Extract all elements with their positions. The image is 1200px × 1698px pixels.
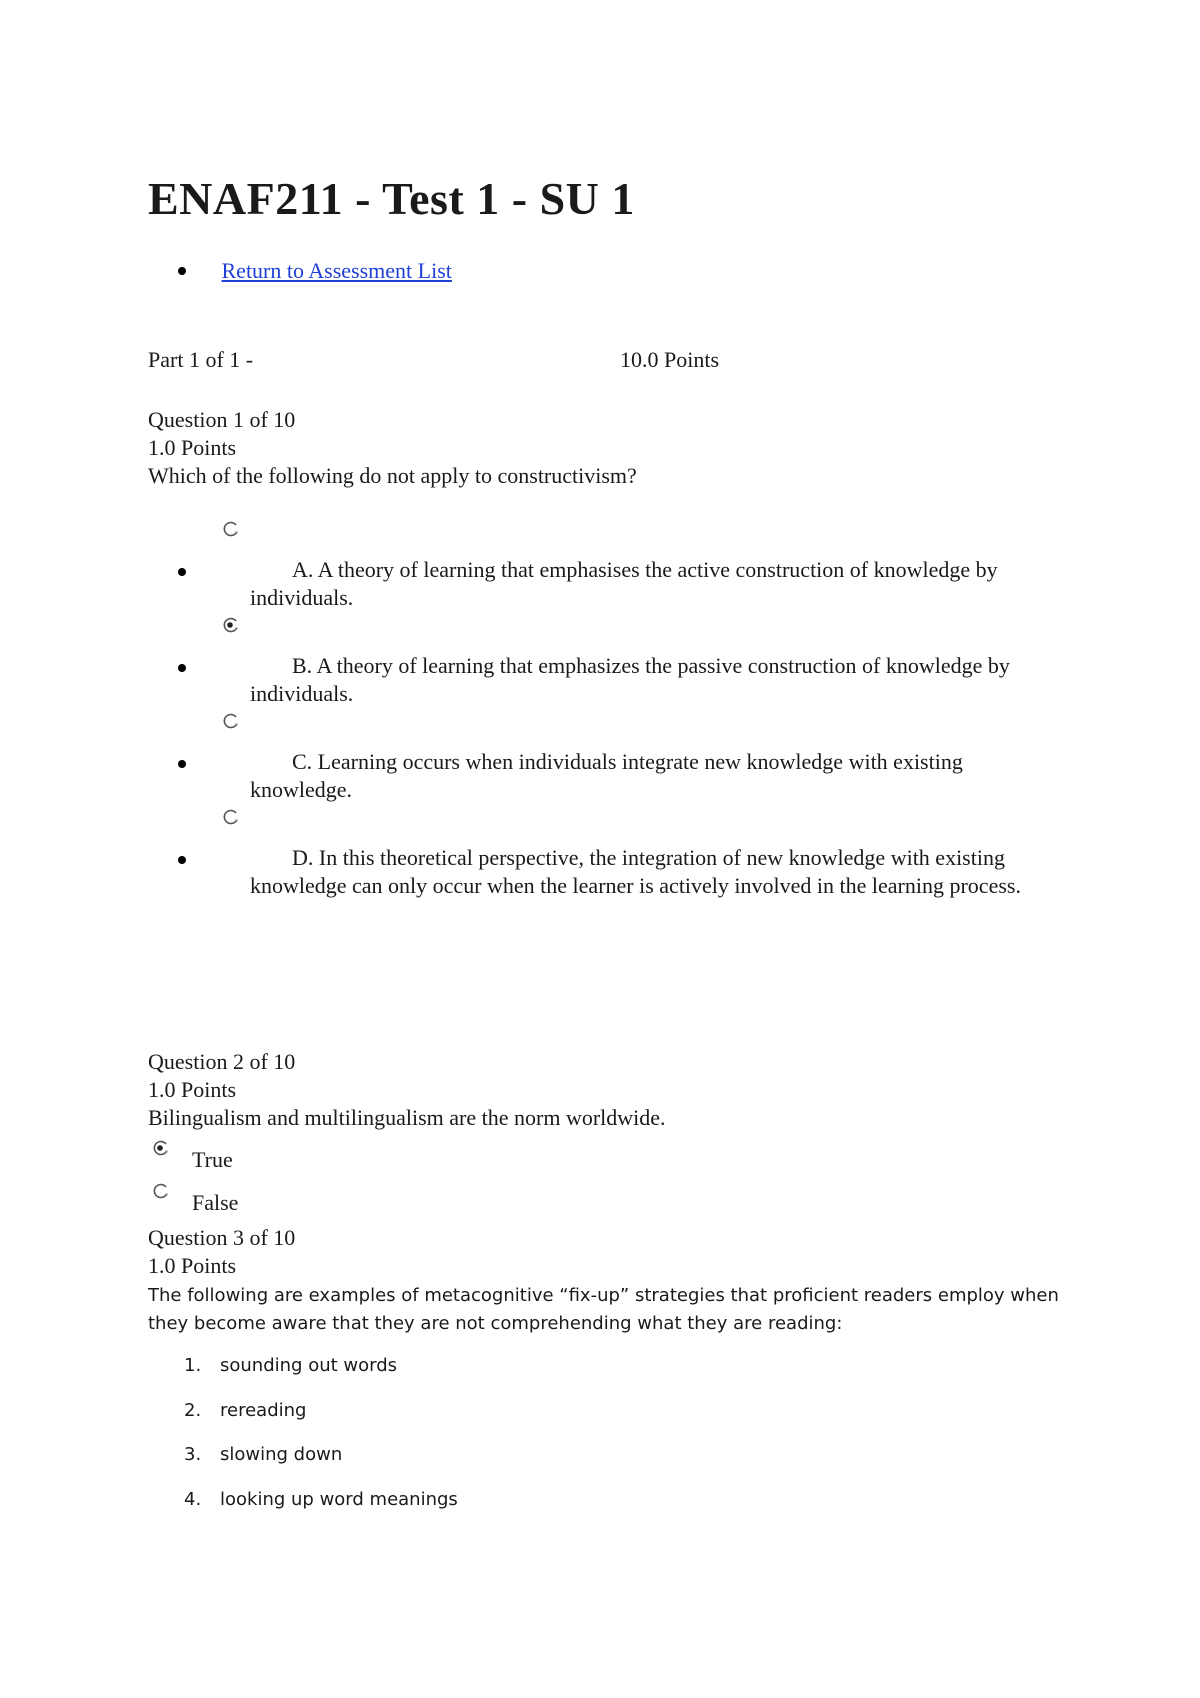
- question-header: Question 3 of 10: [148, 1225, 296, 1250]
- part-header: [148, 347, 848, 373]
- list-number: 2.: [184, 1400, 202, 1421]
- radio-selected-icon[interactable]: [222, 616, 240, 634]
- radio-unselected-icon[interactable]: [222, 712, 240, 730]
- question-2: [148, 1048, 666, 1132]
- bullet-icon: [178, 664, 186, 672]
- part-label: Part 1 of 1 -: [148, 347, 254, 372]
- question-header: Question 2 of 10: [148, 1049, 296, 1074]
- option-text: D. In this theoretical perspective, the integration of new knowledge with existing knowledge can only occur when the learner is actively involved in the learning process.: [250, 845, 1021, 898]
- bullet-icon: [178, 856, 186, 864]
- bullet-icon: [178, 760, 186, 768]
- bullet-icon: [178, 568, 186, 576]
- option-text: B. A theory of learning that emphasizes the passive construction of knowledge by individuals.: [250, 653, 1010, 706]
- radio-unselected-icon[interactable]: [152, 1182, 170, 1200]
- question-points: 1.0 Points: [148, 1253, 237, 1278]
- option-label: True: [192, 1147, 233, 1172]
- nav-list: [178, 258, 452, 284]
- option-text: C. Learning occurs when individuals integrate new knowledge with existing knowledge.: [250, 749, 963, 802]
- question-prompt: The following are examples of metacognitive “fix-up” strategies that proficient readers employ when they become aware that they are not comprehending what they are reading:: [148, 1285, 1059, 1334]
- radio-unselected-icon[interactable]: [222, 808, 240, 826]
- option-text: A. A theory of learning that emphasises the active construction of knowledge by individuals.: [250, 557, 998, 610]
- option-label: False: [192, 1190, 239, 1215]
- radio-selected-icon[interactable]: [152, 1139, 170, 1157]
- question-points: 1.0 Points: [148, 435, 237, 460]
- question-prompt: Which of the following do not apply to constructivism?: [148, 463, 637, 488]
- part-points: 10.0 Points: [620, 347, 720, 372]
- list-text: rereading: [220, 1400, 307, 1421]
- question-3: [148, 1224, 295, 1280]
- page-title: ENAF211 - Test 1 - SU 1: [148, 173, 635, 224]
- question-header: Question 1 of 10: [148, 407, 296, 432]
- radio-unselected-icon[interactable]: [222, 520, 240, 538]
- bullet-icon: [178, 267, 186, 275]
- list-number: 4.: [184, 1489, 202, 1510]
- list-text: slowing down: [220, 1444, 343, 1465]
- question-prompt: Bilingualism and multilingualism are the norm worldwide.: [148, 1105, 666, 1130]
- question-1: [148, 406, 637, 490]
- assessment-page: [148, 0, 1068, 1698]
- list-number: 1.: [184, 1355, 202, 1376]
- list-number: 3.: [184, 1444, 202, 1465]
- list-text: looking up word meanings: [220, 1489, 458, 1510]
- list-text: sounding out words: [220, 1355, 398, 1376]
- question-points: 1.0 Points: [148, 1077, 237, 1102]
- return-to-assessment-list-link[interactable]: Return to Assessment List: [221, 258, 452, 283]
